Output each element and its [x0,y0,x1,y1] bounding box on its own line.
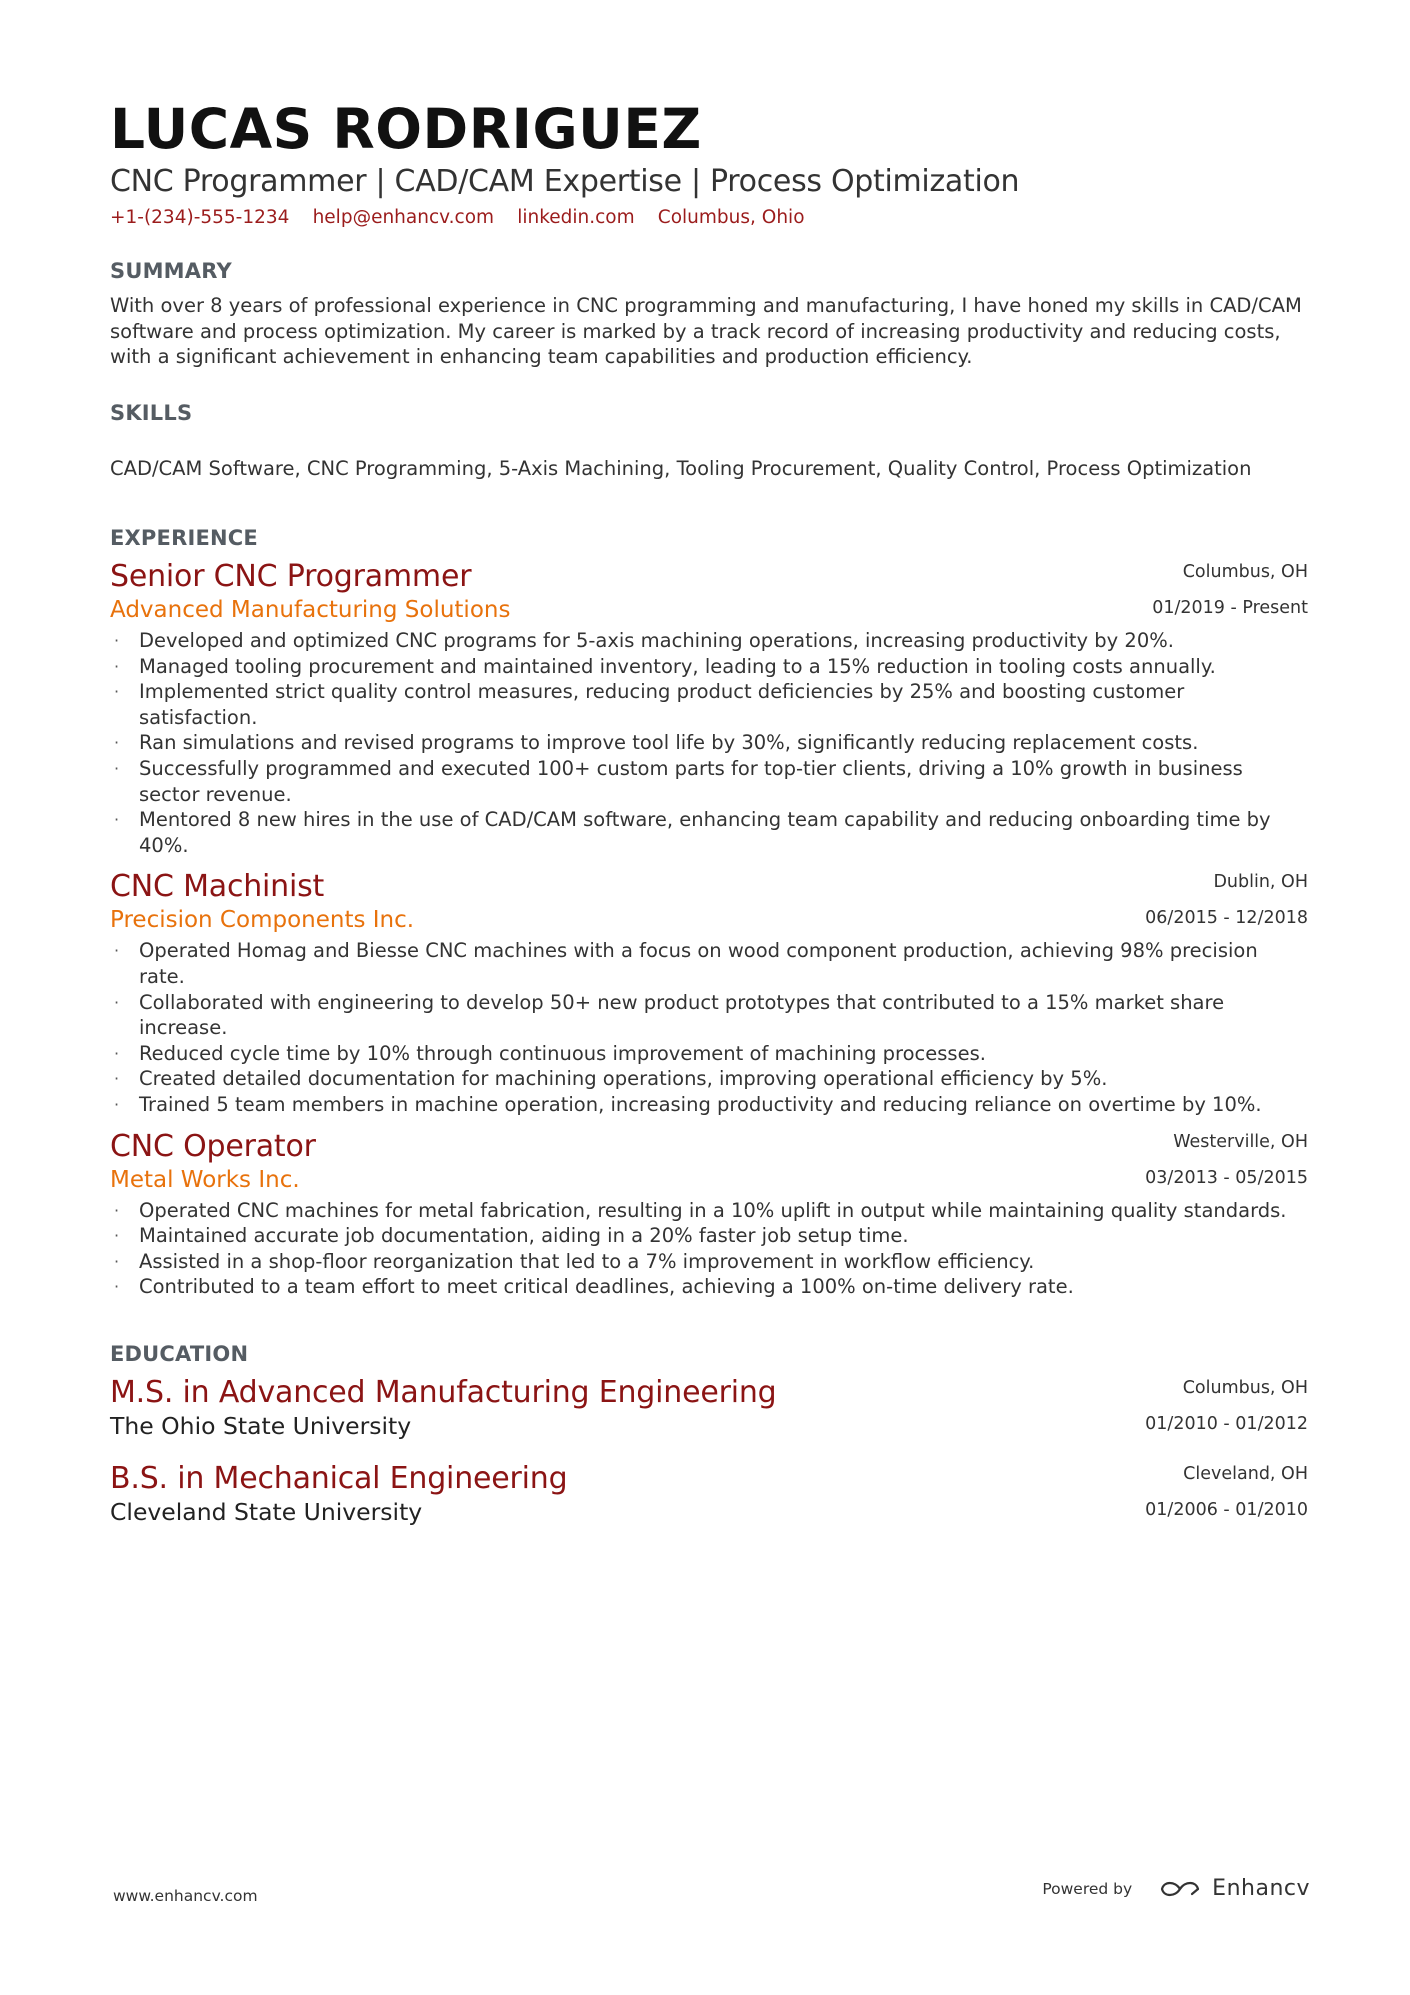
bullet-dot-icon: · [114,1069,120,1089]
bullet-dot-icon: · [114,1251,120,1271]
list-item: · Maintained accurate job documentation, aiding in a 20% faster job setup time. [114,1224,909,1248]
job-bullets [110,938,1308,1117]
list-item: · Successfully programmed and executed 100+ custom parts for top-tier clients, driving a 10% growth in business sector revenue. [114,756,1243,806]
education-entry [110,1376,1308,1442]
skills-text: CAD/CAM Software, CNC Programming, 5-Axis Machining, Tooling Procurement, Quality Control, Process Optimization [110,456,1252,480]
education-dates: 01/2010 - 01/2012 [1145,1413,1308,1434]
list-item: · Trained 5 team members in machine operation, increasing productivity and reducing reliance on overtime by 10%. [114,1092,1262,1116]
list-item: · Mentored 8 new hires in the use of CAD/CAM software, enhancing team capability and reducing onboarding time by 40%. [114,808,1271,857]
job-entry [110,870,1308,1117]
powered-by-text: Powered by [1042,1879,1133,1898]
bullet-dot-icon: · [114,1226,120,1246]
email-link[interactable]: help@enhancv.com [312,207,495,228]
list-item: · Implemented strict quality control measures, reducing product deficiencies by 25% and boosting customer satisfaction. [114,680,1185,729]
bullet-dot-icon: · [114,1043,120,1063]
enhancv-logo-icon [1158,1877,1202,1901]
list-item: · Collaborated with engineering to develop 50+ new product prototypes that contributed to a 15% market share increase. [114,990,1225,1040]
list-item: · Operated Homag and Biesse CNC machines with a focus on wood component production, achieving 98% precision rate. [114,939,1258,988]
job-location: Dublin, OH [1213,872,1308,893]
job-company: Precision Components Inc. [110,907,415,934]
education-location: Columbus, OH [1182,1377,1308,1398]
list-item: · Managed tooling procurement and maintained inventory, leading to a 15% reduction in tooling costs annually. [114,654,1216,678]
bullet-dot-icon: · [114,733,120,753]
enhancv-brand[interactable]: Enhancv [1212,1876,1310,1901]
list-item: · Ran simulations and revised programs to improve tool life by 30%, significantly reducing replacement costs. [114,731,1199,755]
job-bullets [110,1198,1308,1300]
bullet-dot-icon: · [114,810,120,830]
education-dates: 01/2006 - 01/2010 [1145,1499,1308,1520]
bullet-dot-icon: · [114,758,120,778]
summary-title: SUMMARY [110,259,232,283]
job-dates: 06/2015 - 12/2018 [1145,908,1308,929]
education-location: Cleveland, OH [1183,1463,1308,1484]
linkedin-link[interactable]: linkedin.com [517,207,635,228]
degree-title: M.S. in Advanced Manufacturing Engineering [110,1374,777,1410]
bullet-dot-icon: · [114,992,120,1012]
degree-title: B.S. in Mechanical Engineering [110,1460,568,1496]
education-entry [110,1462,1308,1528]
bullet-dot-icon: · [114,1200,120,1220]
candidate-name: LUCAS RODRIGUEZ [110,97,702,161]
education-title: EDUCATION [110,1341,249,1366]
experience-section [110,524,1308,1300]
bullet-dot-icon: · [114,1277,120,1297]
bullet-dot-icon: · [114,631,120,650]
job-title: CNC Operator [110,1128,316,1164]
skills-section [110,399,1308,482]
school-name: Cleveland State University [110,1497,423,1526]
job-company: Metal Works Inc. [110,1166,300,1193]
job-location: Columbus, OH [1182,562,1308,582]
bullet-dot-icon: · [114,941,120,961]
job-dates: 01/2019 - Present [1152,598,1308,618]
job-company: Advanced Manufacturing Solutions [110,597,511,623]
job-bullets [110,628,1308,858]
job-title: CNC Machinist [110,869,325,905]
job-entry [110,560,1308,858]
job-location: Westerville, OH [1173,1131,1308,1152]
footer-powered-by [1042,1876,1310,1901]
footer-website-link[interactable]: www.enhancv.com [113,1887,258,1905]
location-text: Columbus, Ohio [657,207,805,228]
job-title: Senior CNC Programmer [110,559,472,594]
bullet-dot-icon: · [114,656,120,676]
list-item: · Operated CNC machines for metal fabrication, resulting in a 10% uplift in output while maintaining quality standards. [114,1198,1287,1222]
list-item: · Contributed to a team effort to meet critical deadlines, achieving a 100% on-time delivery rate. [114,1275,1074,1299]
bullet-dot-icon: · [114,1094,120,1114]
list-item: · Developed and optimized CNC programs for 5-axis machining operations, increasing productivity by 20%. [114,629,1174,652]
skills-title: SKILLS [110,400,193,425]
list-item: · Created detailed documentation for machining operations, improving operational efficiency by 5%. [114,1067,1108,1091]
job-entry [110,1130,1308,1300]
list-item: · Reduced cycle time by 10% through continuous improvement of machining processes. [114,1041,986,1065]
education-section [110,1340,1308,1528]
experience-title: EXPERIENCE [110,526,258,550]
list-item: · Assisted in a shop-floor reorganization that led to a 7% improvement in workflow efficiency. [114,1249,1035,1273]
phone-link[interactable]: +1-(234)-555-1234 [110,207,290,228]
bullet-dot-icon: · [114,682,120,702]
resume-page [110,96,1308,1528]
job-dates: 03/2013 - 05/2015 [1145,1167,1308,1188]
contact-row [110,204,1308,231]
summary-section [110,257,1308,370]
summary-text: With over 8 years of professional experience in CNC programming and manufacturing, I have honed my skills in CAD/CAM software and process optimization. My career is marked by a track record of increasing productivity and reducing costs, with a significant achievement in enhancing team capabilities and production efficiency. [110,294,1302,368]
school-name: The Ohio State University [110,1411,412,1440]
headline: CNC Programmer | CAD/CAM Expertise | Process Optimization [110,164,1020,199]
